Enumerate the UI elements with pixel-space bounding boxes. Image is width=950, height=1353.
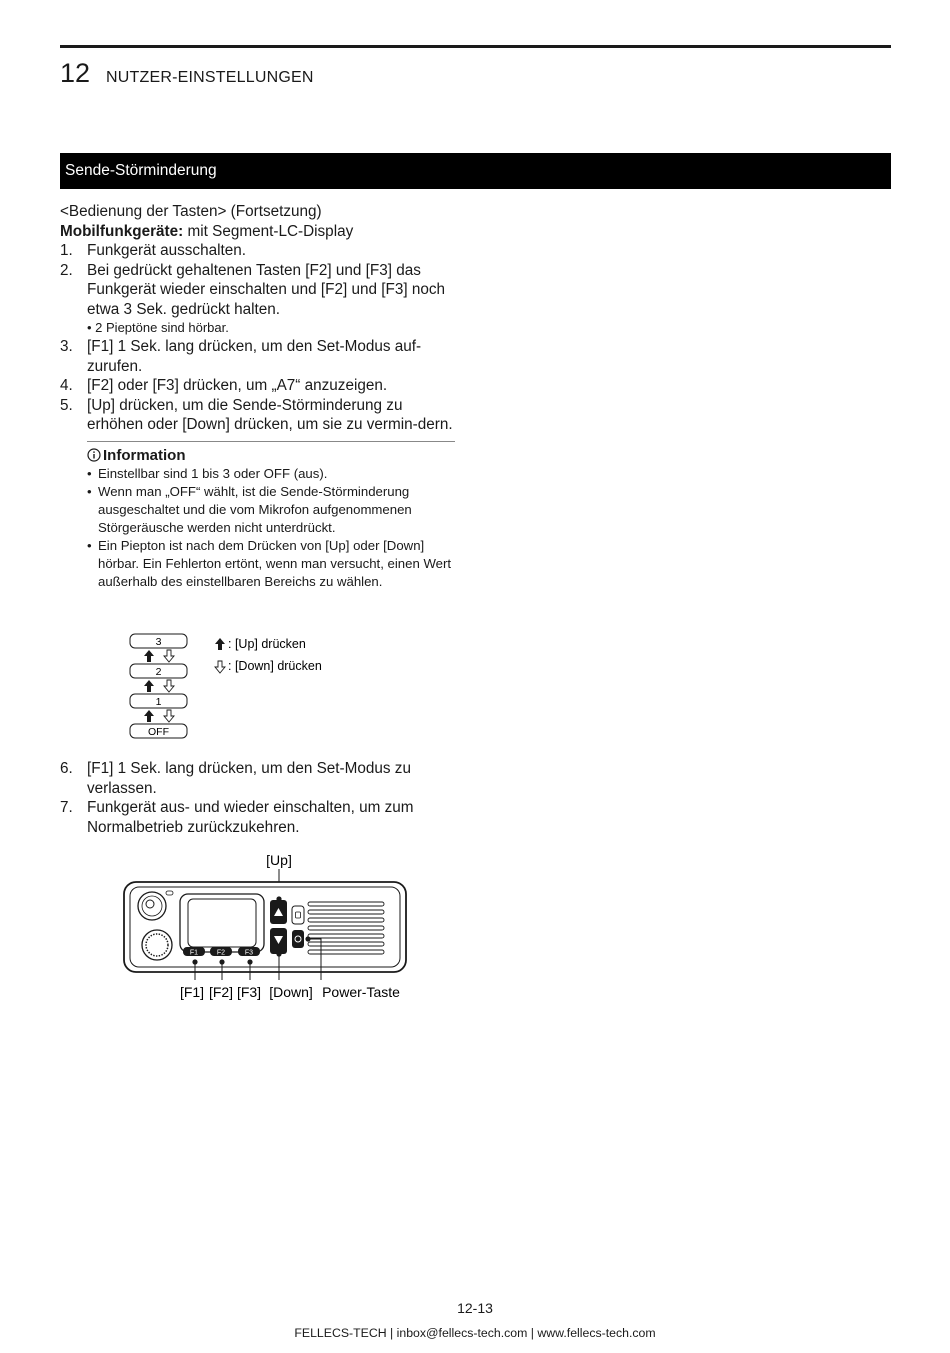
- step-number: 7.: [60, 799, 73, 816]
- info-item-text: Wenn man „OFF“ wählt, ist die Sende-Störminderung ausgeschaltet und die vom Mikrofon aufgenommenen Störgeräusche werden nicht unterdrückt.: [98, 484, 412, 535]
- level-label: 1: [155, 696, 162, 708]
- power-key: [292, 930, 304, 948]
- arrow-down-icon: [164, 650, 174, 662]
- arrow-up-icon: [144, 710, 154, 722]
- section-title-bar: [60, 153, 891, 189]
- step-sub-bullet: • 2 Pieptöne sind hörbar.: [87, 320, 229, 335]
- list-item: [60, 759, 455, 798]
- main-content: [60, 202, 455, 591]
- list-item: • Einstellbar sind 1 bis 3 oder OFF (aus).: [87, 466, 328, 481]
- label-up: [Up]: [266, 852, 292, 868]
- label-power: Power-Taste: [322, 984, 400, 1000]
- intro-device-label: Mobilfunkgeräte:: [60, 222, 184, 240]
- list-item: [60, 337, 455, 376]
- chapter-title: NUTZER-EINSTELLUNGEN: [106, 69, 314, 86]
- step-number: 3.: [60, 338, 73, 355]
- intro-device-line: [60, 222, 455, 242]
- arrow-down-icon: [164, 680, 174, 692]
- list-item: • Wenn man „OFF“ wählt, ist die Sende-Störminderung ausgeschaltet und die vom Mikrofon aufgenommenen Störgeräusche werden nicht unterdrückt.: [87, 483, 455, 537]
- steps-list: [60, 759, 455, 837]
- label-f3: [F3]: [236, 984, 262, 1000]
- legend-down-text: : [Down] drücken: [228, 659, 322, 673]
- information-items: [87, 465, 455, 591]
- level-box-1: [130, 694, 187, 708]
- legend-up-text: : [Up] drücken: [228, 637, 306, 651]
- final-steps: [60, 759, 455, 837]
- arrow-down-icon: [164, 710, 174, 722]
- step-number: 5.: [60, 396, 73, 414]
- radio-front-panel-figure: [120, 850, 420, 1005]
- step-text: [Up] drücken, um die Sende-Störminderung zu erhöhen oder [Down] drücken, um sie zu vermin-dern.: [87, 396, 453, 433]
- step-number: 4.: [60, 377, 73, 394]
- level-label: 2: [155, 666, 162, 678]
- information-title: Information: [103, 446, 186, 464]
- step-text: Funkgerät aus- und wieder einschalten, um zum Normalbetrieb zurückzukehren.: [87, 799, 414, 836]
- info-icon: [87, 448, 101, 462]
- step-text: [F1] 1 Sek. lang drücken, um den Set-Modus zu verlassen.: [87, 760, 411, 797]
- section-title: Sende-Störminderung: [65, 162, 217, 179]
- step-number: 6.: [60, 760, 73, 777]
- list-item: [60, 261, 455, 338]
- arrow-down-icon: [215, 661, 225, 673]
- step-text: [F2] oder [F3] drücken, um „A7“ anzuzeigen.: [87, 377, 388, 394]
- info-item-text: Ein Piepton ist nach dem Drücken von [Up] oder [Down] hörbar. Ein Fehlerton ertönt, wenn man versucht, einen Wert außerhalb des einstellbaren Bereichs zu wählen.: [98, 538, 452, 589]
- key-label: F1: [189, 949, 199, 957]
- emergency-key: [292, 906, 304, 924]
- step-number: 2.: [60, 261, 73, 279]
- steps-list: [60, 241, 455, 435]
- top-rule: [60, 45, 891, 48]
- chapter-number: 12: [60, 58, 91, 88]
- intro-device-text: mit Segment-LC-Display: [183, 222, 354, 240]
- page-number: 12-13: [457, 1300, 493, 1316]
- label-down: [Down]: [269, 984, 313, 1000]
- radio-body: [124, 882, 406, 972]
- list-item: • Ein Piepton ist nach dem Drücken von [Up] oder [Down] hörbar. Ein Fehlerton ertönt, wenn man versucht, einen Wert außerhalb des einstellbaren Bereichs zu wählen.: [87, 537, 455, 591]
- arrow-up-icon: [215, 638, 225, 650]
- level-label: OFF: [148, 726, 169, 738]
- arrow-up-icon: [144, 650, 154, 662]
- level-box-off: [130, 724, 187, 738]
- list-item: [60, 798, 455, 837]
- arrow-up-icon: [144, 680, 154, 692]
- footer: FELLECS-TECH | inbox@fellecs-tech.com | www.fellecs-tech.com: [294, 1326, 656, 1340]
- list-item: [60, 241, 455, 261]
- information-box: [87, 441, 455, 592]
- label-f2: [F2]: [208, 984, 234, 1000]
- level-box-2: [130, 664, 187, 678]
- intro-line: <Bedienung der Tasten> (Fortsetzung): [60, 203, 322, 220]
- chapter-header: [60, 58, 314, 89]
- list-item: [60, 396, 455, 435]
- step-body: [87, 261, 455, 338]
- level-box-3: [130, 634, 187, 648]
- list-item: [60, 376, 455, 396]
- step-number: 1.: [60, 242, 73, 259]
- information-heading: [87, 446, 455, 466]
- step-text: Bei gedrückt gehaltenen Tasten [F2] und [F3] das Funkgerät wieder einschalten und [F2] und [F3] noch etwa 3 Sek. gedrückt halten.: [87, 261, 445, 318]
- label-f1: [F1]: [179, 984, 205, 1000]
- step-text: [F1] 1 Sek. lang drücken, um den Set-Modus auf-zurufen.: [87, 338, 422, 375]
- key-label: F3: [244, 949, 254, 957]
- info-item-text: Einstellbar sind 1 bis 3 oder OFF (aus).: [98, 466, 328, 481]
- level-diagram: [128, 632, 368, 744]
- step-text: Funkgerät ausschalten.: [87, 242, 247, 259]
- key-label: F2: [216, 949, 226, 957]
- level-label: 3: [155, 636, 162, 648]
